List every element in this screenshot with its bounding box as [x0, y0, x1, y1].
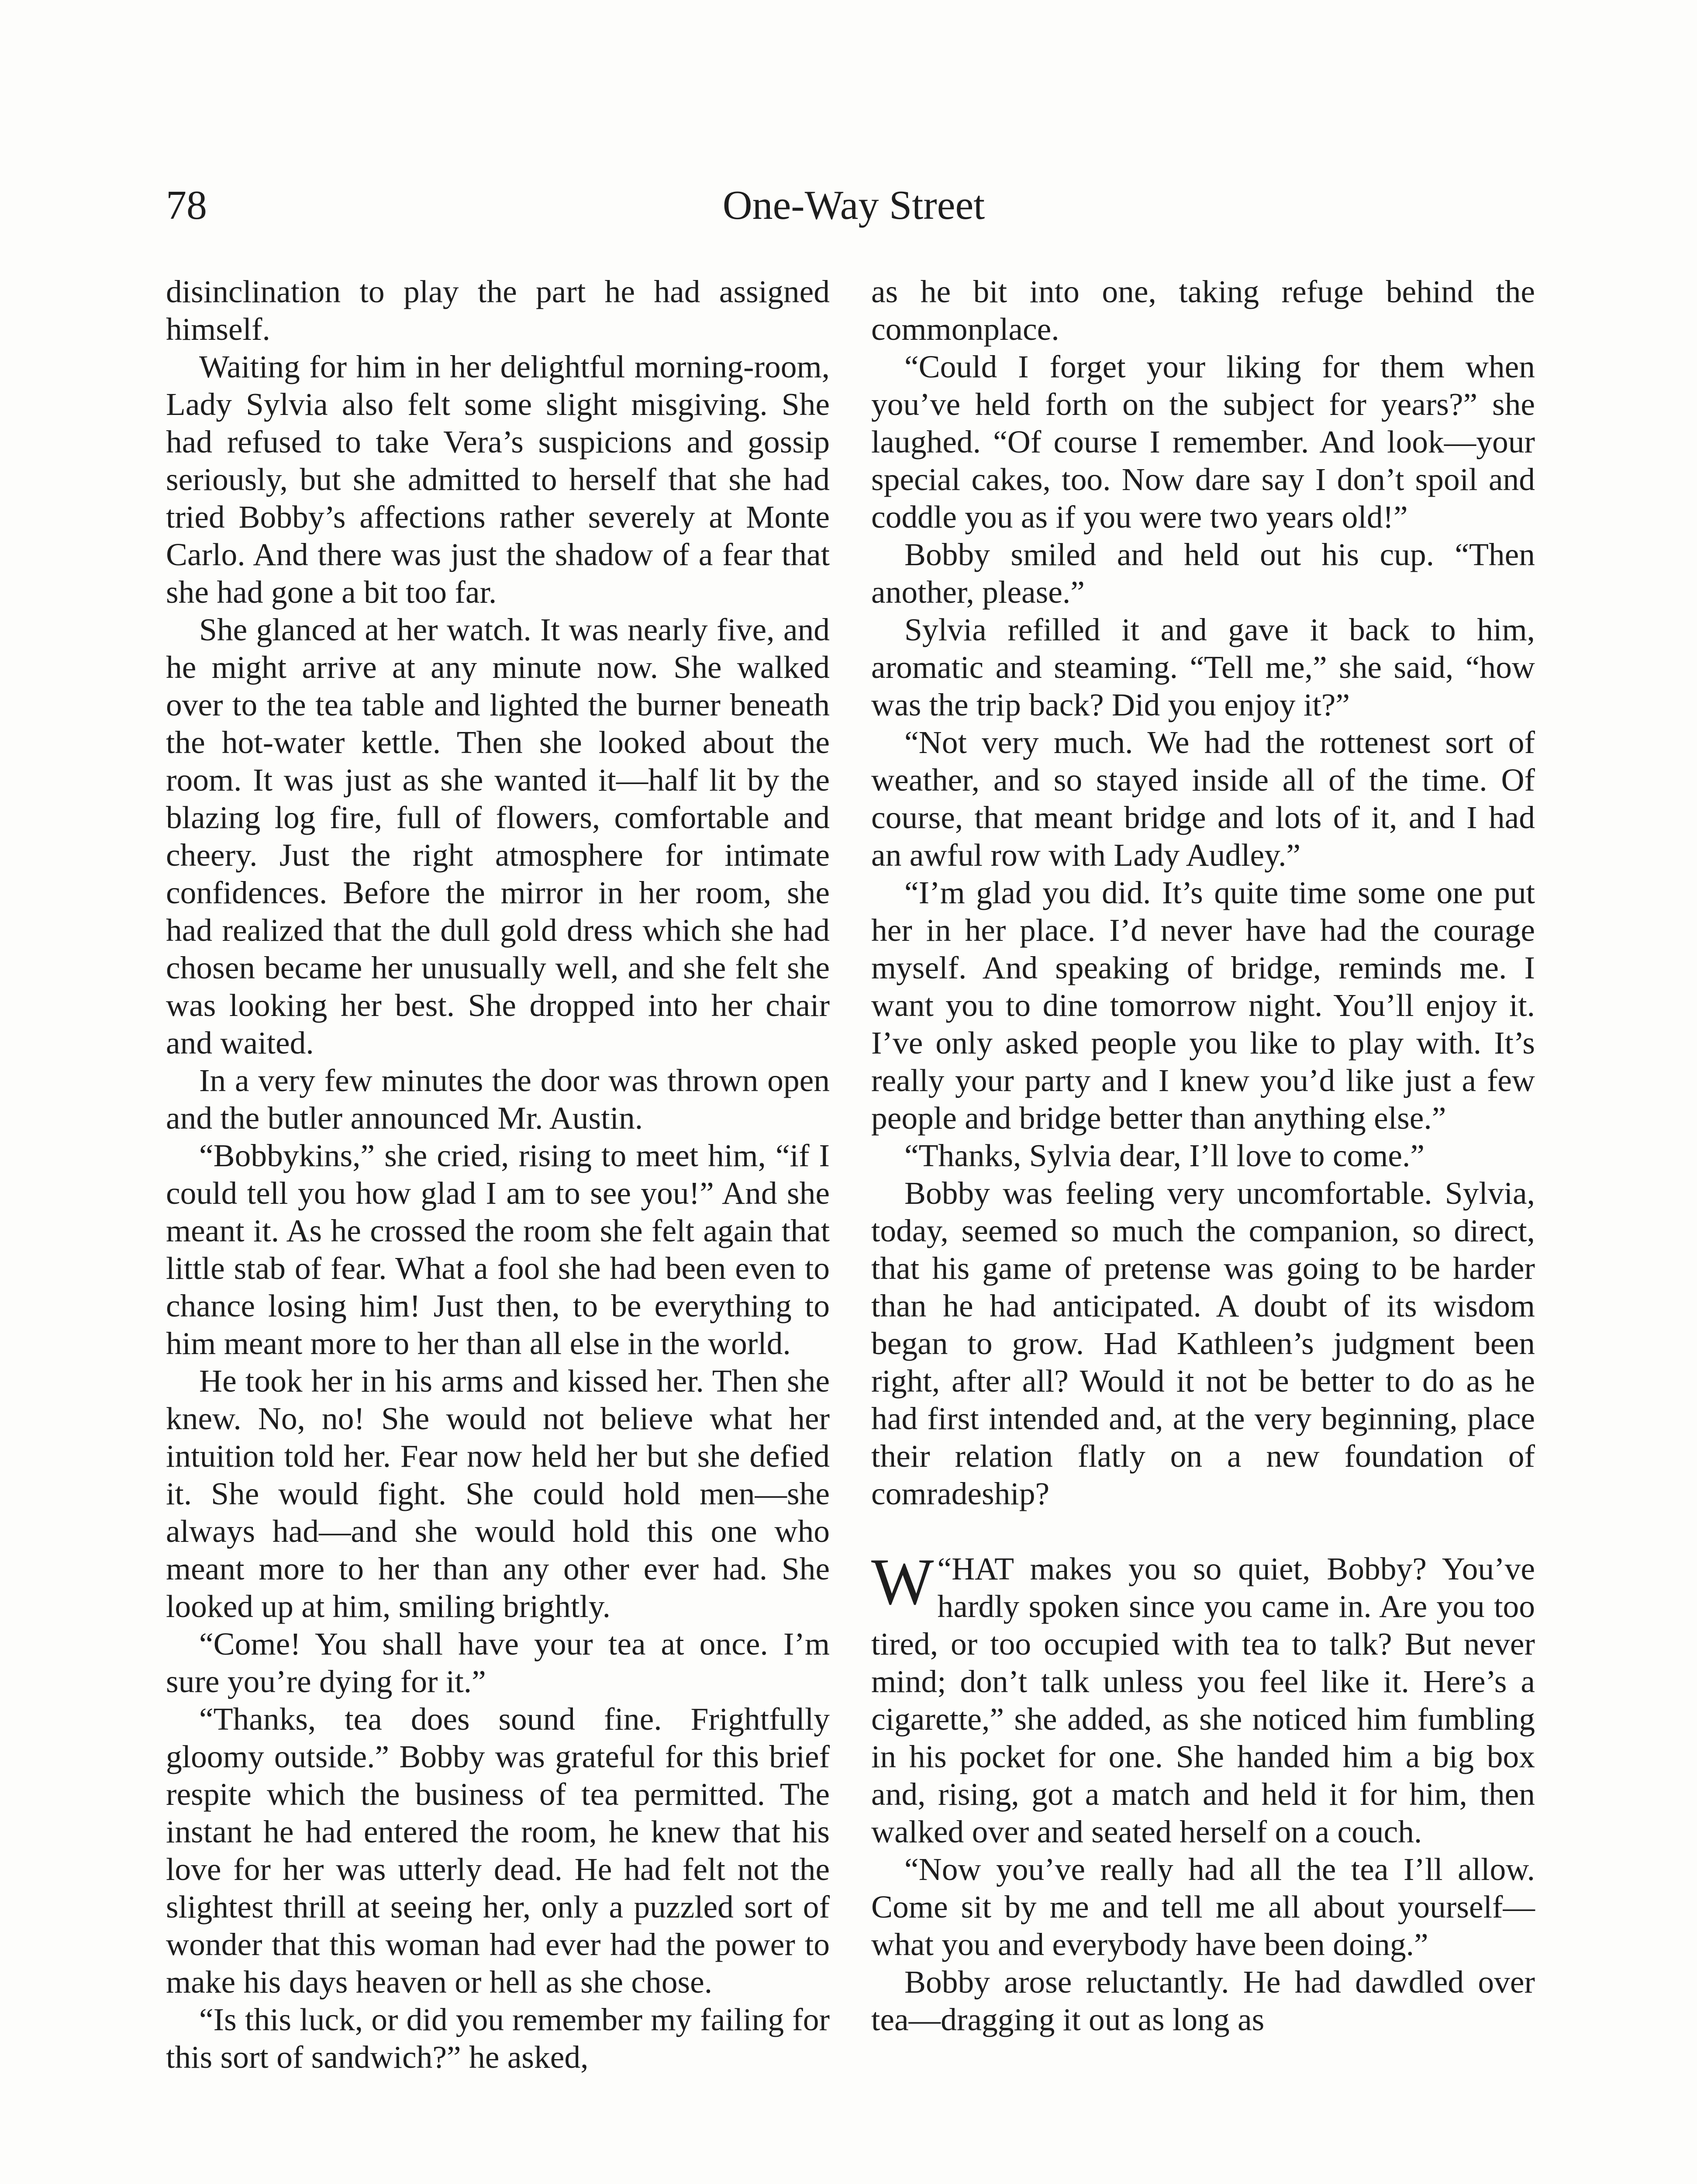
- left-column-paragraph: She glanced at her watch. It was nearly five, and he might arrive at any minute now. She walked over to the tea table and lighted the burner beneath the hot-water kettle. Then she looked about the room. It was just as she wanted it—half lit by the blazing log fire, full of flowers, comfortable and cheery. Just the right atmosphere for intimate confidences. Before the mirror in her room, she had realized that the dull gold dress which she had chosen became her unusually well, and she felt she was looking her best. She dropped into her chair and waited.: [166, 612, 830, 1061]
- right-column-paragraph: “Could I forget your liking for them when you’ve held forth on the subject for years?” she laughed. “Of course I remember. And look—your special cakes, too. Now dare say I don’t spoil and coddle you as if you were two years old!”: [871, 349, 1535, 535]
- page-title: One-Way Street: [722, 183, 985, 228]
- left-column-paragraph: “Thanks, tea does sound fine. Frightfully gloomy outside.” Bobby was grateful for this brief respite which the business of tea permitted. The instant he had entered the room, he knew that his love for her was utterly dead. He had felt not the slightest thrill at seeing her, only a puzzled sort of wonder that this woman had ever had the power to make his days heaven or hell as she chose.: [166, 1701, 830, 2000]
- left-column-paragraph: “Bobbykins,” she cried, rising to meet him, “if I could tell you how glad I am to see you!” And she meant it. As he crossed the room she felt again that little stab of fear. What a fool she had been even to chance losing him! Just then, to be everything to him meant more to her than all else in the world.: [166, 1138, 830, 1361]
- left-column-paragraph: Waiting for him in her delightful morning-room, Lady Sylvia also felt some slight misgiving. She had refused to take Vera’s suspicions and gossip seriously, but she admitted to herself that she had tried Bobby’s affections rather severely at Monte Carlo. And there was just the shadow of a fear that she had gone a bit too far.: [166, 349, 830, 610]
- right-column-paragraph: Bobby was feeling very uncomfortable. Sylvia, today, seemed so much the companion, so direct, that his game of pretense was going to be harder than he had anticipated. A doubt of its wisdom began to grow. Had Kathleen’s judgment been right, after all? Would it not be better to do as he had first intended and, at the very beginning, place their relation flatly on a new foundation of comradeship?: [871, 1175, 1535, 1511]
- left-column-paragraph: He took her in his arms and kissed her. Then she knew. No, no! She would not believe what her intuition told her. Fear now held her but she defied it. She would fight. She could hold men—she always had—and she would hold this one who meant more to her than any other ever had. She looked up at him, smiling brightly.: [166, 1363, 830, 1624]
- left-column-paragraph: In a very few minutes the door was thrown open and the butler announced Mr. Austin.: [166, 1063, 830, 1136]
- section-paragraph: Bobby arose reluctantly. He had dawdled over tea—dragging it out as long as: [871, 1964, 1535, 2037]
- left-column-paragraph: “Come! You shall have your tea at once. I’m sure you’re dying for it.”: [166, 1626, 830, 1699]
- left-column: [166, 273, 830, 2076]
- right-column-paragraph: Sylvia refilled it and gave it back to him, aromatic and steaming. “Tell me,” she said, “how was the trip back? Did you enjoy it?”: [871, 612, 1535, 722]
- right-column-paragraphs: [871, 273, 1535, 1513]
- right-column: [871, 273, 1535, 2039]
- right-column-paragraph: “Not very much. We had the rottenest sort of weather, and so stayed inside all of the time. Of course, that meant bridge and lots of it, and I had an awful row with Lady Audley.”: [871, 725, 1535, 873]
- right-column-paragraph: “I’m glad you did. It’s quite time some one put her in her place. I’d never have had the courage myself. And speaking of bridge, reminds me. I want you to dine tomorrow night. You’ll enjoy it. I’ve only asked people you like to play with. It’s really your party and I knew you’d like just a few people and bridge better than anything else.”: [871, 875, 1535, 1136]
- running-head: [166, 179, 1542, 232]
- right-column-paragraph: Bobby smiled and held out his cup. “Then another, please.”: [871, 537, 1535, 610]
- page-number: 78: [166, 183, 207, 228]
- right-column-paragraph: “Thanks, Sylvia dear, I’ll love to come.”: [904, 1138, 1425, 1173]
- opening-quote: “: [937, 1551, 952, 1586]
- drop-cap-letter: W: [871, 1545, 934, 1618]
- opening-paragraph-text: HAT makes you so quiet, Bobby? You’ve hardly spoken since you came in. Are you too tired, or too occupied with tea to talk? But never mind; don’t talk unless you feel like it. Here’s a cigarette,” she added, as she noticed him fumbling in his pocket for one. She handed him a big box and, rising, got a match and held it for him, then walked over and seated herself on a couch.: [871, 1551, 1535, 1849]
- section-paragraph: “Now you’ve really had all the tea I’ll allow. Come sit by me and tell me all about yourself—what you and everybody have been doing.”: [871, 1852, 1535, 1962]
- right-column-paragraph: as he bit into one, taking refuge behind the commonplace.: [871, 274, 1535, 347]
- section-paragraphs: [871, 1851, 1535, 2039]
- left-column-paragraph: disinclination to play the part he had assigned himself.: [166, 274, 830, 347]
- left-column-paragraph: “Is this luck, or did you remember my failing for this sort of sandwich?” he asked,: [166, 2002, 830, 2075]
- section-opening-paragraph: [871, 1545, 1535, 1851]
